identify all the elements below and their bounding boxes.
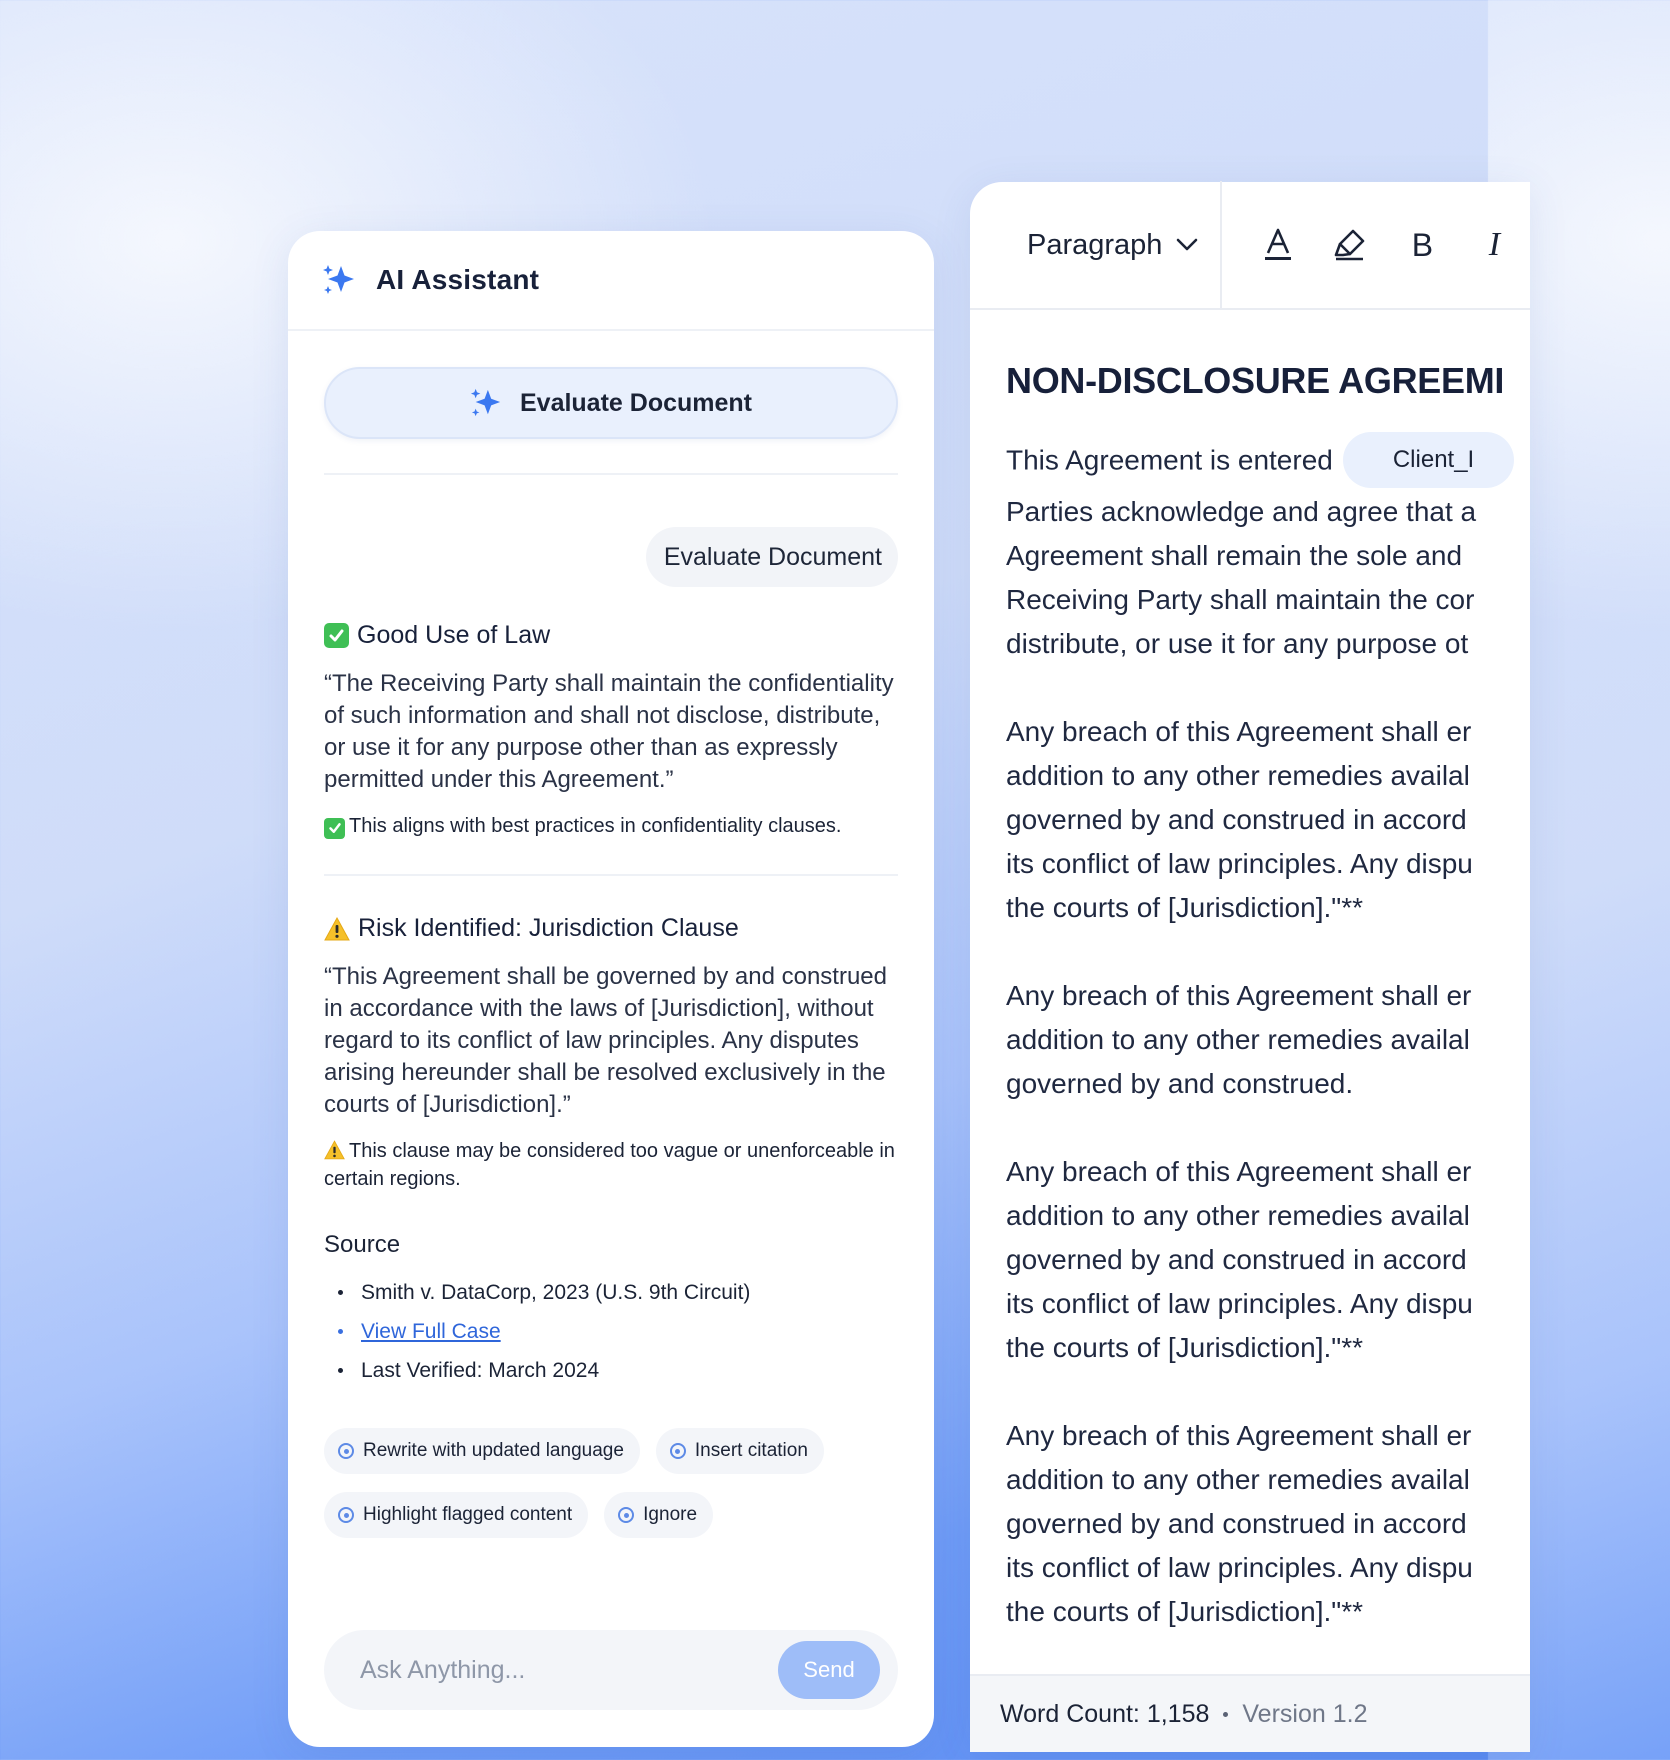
- client-variable-tag[interactable]: Client_I: [1343, 432, 1514, 488]
- ask-input[interactable]: [360, 1656, 778, 1685]
- highlighter-icon: [1333, 228, 1367, 262]
- warning-icon: [324, 1140, 345, 1160]
- document-content[interactable]: [970, 310, 1670, 1634]
- insert-citation-chip[interactable]: Insert citation: [656, 1428, 824, 1474]
- good-use-section: [324, 621, 898, 840]
- text-color-button[interactable]: [1242, 215, 1314, 275]
- bold-icon: B: [1411, 226, 1434, 263]
- document-title: NON-DISCLOSURE AGREEMI: [1006, 360, 1505, 401]
- good-use-title-text: Good Use of Law: [357, 621, 551, 649]
- risk-section: [324, 914, 898, 1193]
- risk-note: [324, 1137, 898, 1193]
- good-use-quote: “The Receiving Party shall maintain the confidentiality of such information and shall not disclose, distribute, or use it for any purpose other than as expressly permitted under this Agreement.”: [324, 670, 894, 793]
- chevron-down-icon: [1176, 238, 1198, 252]
- radio-dot-icon: [670, 1443, 686, 1459]
- version-label: Version 1.2: [1242, 1699, 1368, 1728]
- text-color-icon: [1263, 228, 1293, 262]
- good-use-title: [324, 621, 898, 650]
- check-icon: [324, 623, 349, 648]
- good-use-note: [324, 812, 898, 840]
- editor-toolbar: [970, 182, 1530, 310]
- user-message-bubble: Evaluate Document: [646, 527, 898, 587]
- italic-icon: I: [1488, 226, 1501, 263]
- bold-button[interactable]: [1386, 215, 1458, 275]
- source-item: Smith v. DataCorp, 2023 (U.S. 9th Circuit): [324, 1273, 898, 1312]
- assistant-header: [288, 231, 934, 331]
- risk-quote: “This Agreement shall be governed by and construed in accordance with the laws of [Jurisdiction], without regard to its conflict of law principles. Any disputes arising hereunder shall be resolved exclusively in the courts of [Jurisdiction].”: [324, 963, 888, 1118]
- action-chips: [324, 1428, 898, 1538]
- document-paragraph: Any breach of this Agreement shall er addition to any other remedies availal governed by and construed in accord its conflict of law principles. Any dispu the courts of [Jurisdiction]."**: [1006, 716, 1473, 923]
- send-button[interactable]: Send: [778, 1641, 880, 1699]
- source-item: [324, 1312, 898, 1351]
- document-paragraph: This Agreement is entered Client_I Parties acknowledge and agree that a Agreement shall remain the sole and Receiving Party shall maintain the cor distribute, or use it for any purpose ot: [1006, 434, 1670, 666]
- ignore-chip[interactable]: Ignore: [604, 1492, 713, 1538]
- italic-button[interactable]: [1458, 215, 1530, 275]
- risk-title-text: Risk Identified: Jurisdiction Clause: [358, 914, 739, 942]
- paragraph-style-select[interactable]: [970, 181, 1222, 309]
- ask-bar: [324, 1630, 898, 1710]
- ai-assistant-panel: [288, 231, 934, 1747]
- separator-dot: [1223, 1712, 1228, 1717]
- rewrite-chip[interactable]: Rewrite with updated language: [324, 1428, 640, 1474]
- check-icon: [324, 818, 345, 839]
- divider: [324, 473, 898, 475]
- radio-dot-icon: [338, 1443, 354, 1459]
- source-list: [324, 1273, 898, 1390]
- evaluate-document-button[interactable]: [324, 367, 898, 439]
- sparkle-icon: [470, 387, 502, 419]
- word-count: Word Count: 1,158: [1000, 1699, 1210, 1728]
- evaluate-document-label: Evaluate Document: [519, 388, 752, 417]
- sparkle-icon: [322, 263, 356, 297]
- radio-dot-icon: [618, 1507, 634, 1523]
- assistant-title: AI Assistant: [376, 264, 540, 295]
- status-bar: [970, 1674, 1530, 1752]
- good-use-note-text: This aligns with best practices in confidentiality clauses.: [349, 815, 842, 837]
- source-item: Last Verified: March 2024: [324, 1351, 898, 1390]
- source-title: Source: [324, 1231, 401, 1258]
- document-paragraph: Any breach of this Agreement shall er addition to any other remedies availal governed by and construed in accord its conflict of law principles. Any dispu the courts of [Jurisdiction]."**: [1006, 1420, 1473, 1627]
- divider: [324, 874, 898, 876]
- risk-title: [324, 914, 898, 943]
- paragraph-style-label: Paragraph: [1027, 228, 1163, 261]
- format-tools: [1222, 215, 1530, 275]
- highlight-flagged-chip[interactable]: Highlight flagged content: [324, 1492, 588, 1538]
- view-full-case-link[interactable]: View Full Case: [361, 1320, 501, 1343]
- risk-note-text: This clause may be considered too vague or unenforceable in certain regions.: [324, 1140, 895, 1190]
- warning-icon: [324, 917, 350, 941]
- highlight-button[interactable]: [1314, 215, 1386, 275]
- radio-dot-icon: [338, 1507, 354, 1523]
- document-paragraph: Any breach of this Agreement shall er addition to any other remedies availal governed by and construed in accord its conflict of law principles. Any dispu the courts of [Jurisdiction]."**: [1006, 1156, 1473, 1363]
- document-editor: [970, 182, 1530, 1752]
- document-paragraph: Any breach of this Agreement shall er addition to any other remedies availal governed by and construed.: [1006, 980, 1472, 1099]
